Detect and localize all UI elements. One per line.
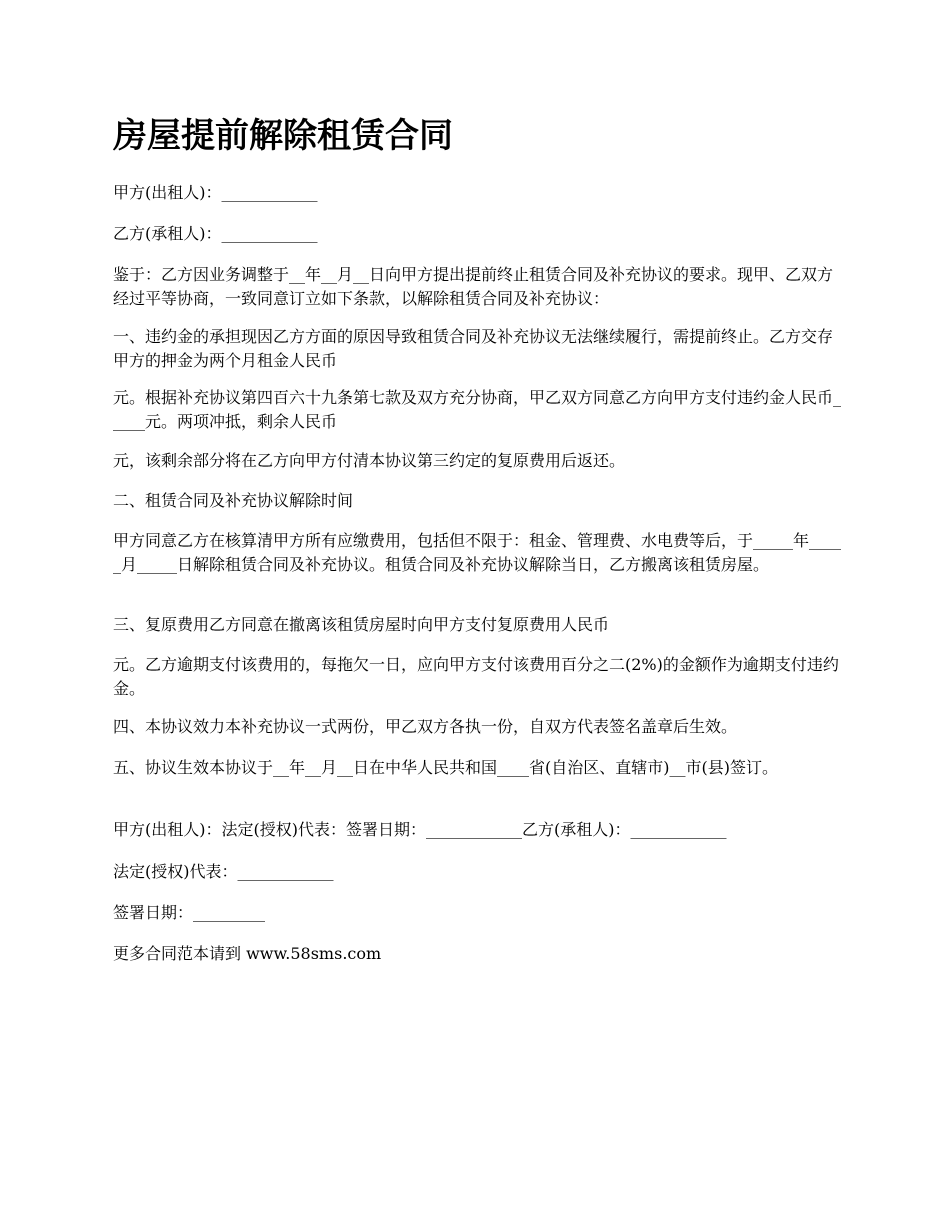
clause-2-paragraph: 甲方同意乙方在核算清甲方所有应缴费用，包括但不限于：租金、管理费、水电费等后，于_____年_____月_____日解除租赁合同及补充协议。租赁合同及补充协议解除当日，乙方搬离该租赁房屋。 bbox=[113, 531, 842, 574]
clause-1-paragraph: 一、违约金的承担现因乙方方面的原因导致租赁合同及补充协议无法继续履行，需提前终止。乙方交存甲方的押金为两个月租金人民币 bbox=[113, 327, 834, 370]
clause-1-continuation: 元。根据补充协议第四百六十九条第七款及双方充分协商，甲乙双方同意乙方向甲方支付违约金人民币_____元。两项冲抵，剩余人民币 bbox=[113, 388, 842, 431]
clause-3-paragraph: 三、复原费用乙方同意在撤离该租赁房屋时向甲方支付复原费用人民币 bbox=[113, 615, 610, 634]
clause-2-heading: 二、租赁合同及补充协议解除时间 bbox=[113, 491, 354, 510]
clause-1-remainder: 元，该剩余部分将在乙方向甲方付清本协议第三约定的复原费用后返还。 bbox=[113, 451, 626, 470]
signature-line-2: 法定(授权)代表：____________ bbox=[113, 862, 334, 881]
clause-3-continuation: 元。乙方逾期支付该费用的，每拖欠一日，应向甲方支付该费用百分之二(2%)的金额作为逾期支付违约金。 bbox=[113, 655, 839, 698]
clause-5-paragraph: 五、协议生效本协议于__年__月__日在中华人民共和国____省(自治区、直辖市)__市(县)签订。 bbox=[113, 758, 778, 777]
preamble-paragraph: 鉴于：乙方因业务调整于__年__月__日向甲方提出提前终止租赁合同及补充协议的要求。现甲、乙双方经过平等协商，一致同意订立如下条款，以解除租赁合同及补充协议： bbox=[113, 265, 834, 308]
signature-date-line: 签署日期：_________ bbox=[113, 903, 266, 922]
footer-note: 更多合同范本请到 www.58sms.com bbox=[113, 944, 382, 963]
party-a-line: 甲方(出租人)：____________ bbox=[113, 183, 318, 202]
document-title: 房屋提前解除租赁合同 bbox=[113, 116, 453, 156]
party-b-line: 乙方(承租人)：____________ bbox=[113, 224, 318, 243]
signature-line-1: 甲方(出租人)：法定(授权)代表：签署日期：____________乙方(承租人)：____________ bbox=[113, 820, 727, 839]
clause-4-paragraph: 四、本协议效力本补充协议一式两份，甲乙双方各执一份，自双方代表签名盖章后生效。 bbox=[113, 717, 738, 736]
